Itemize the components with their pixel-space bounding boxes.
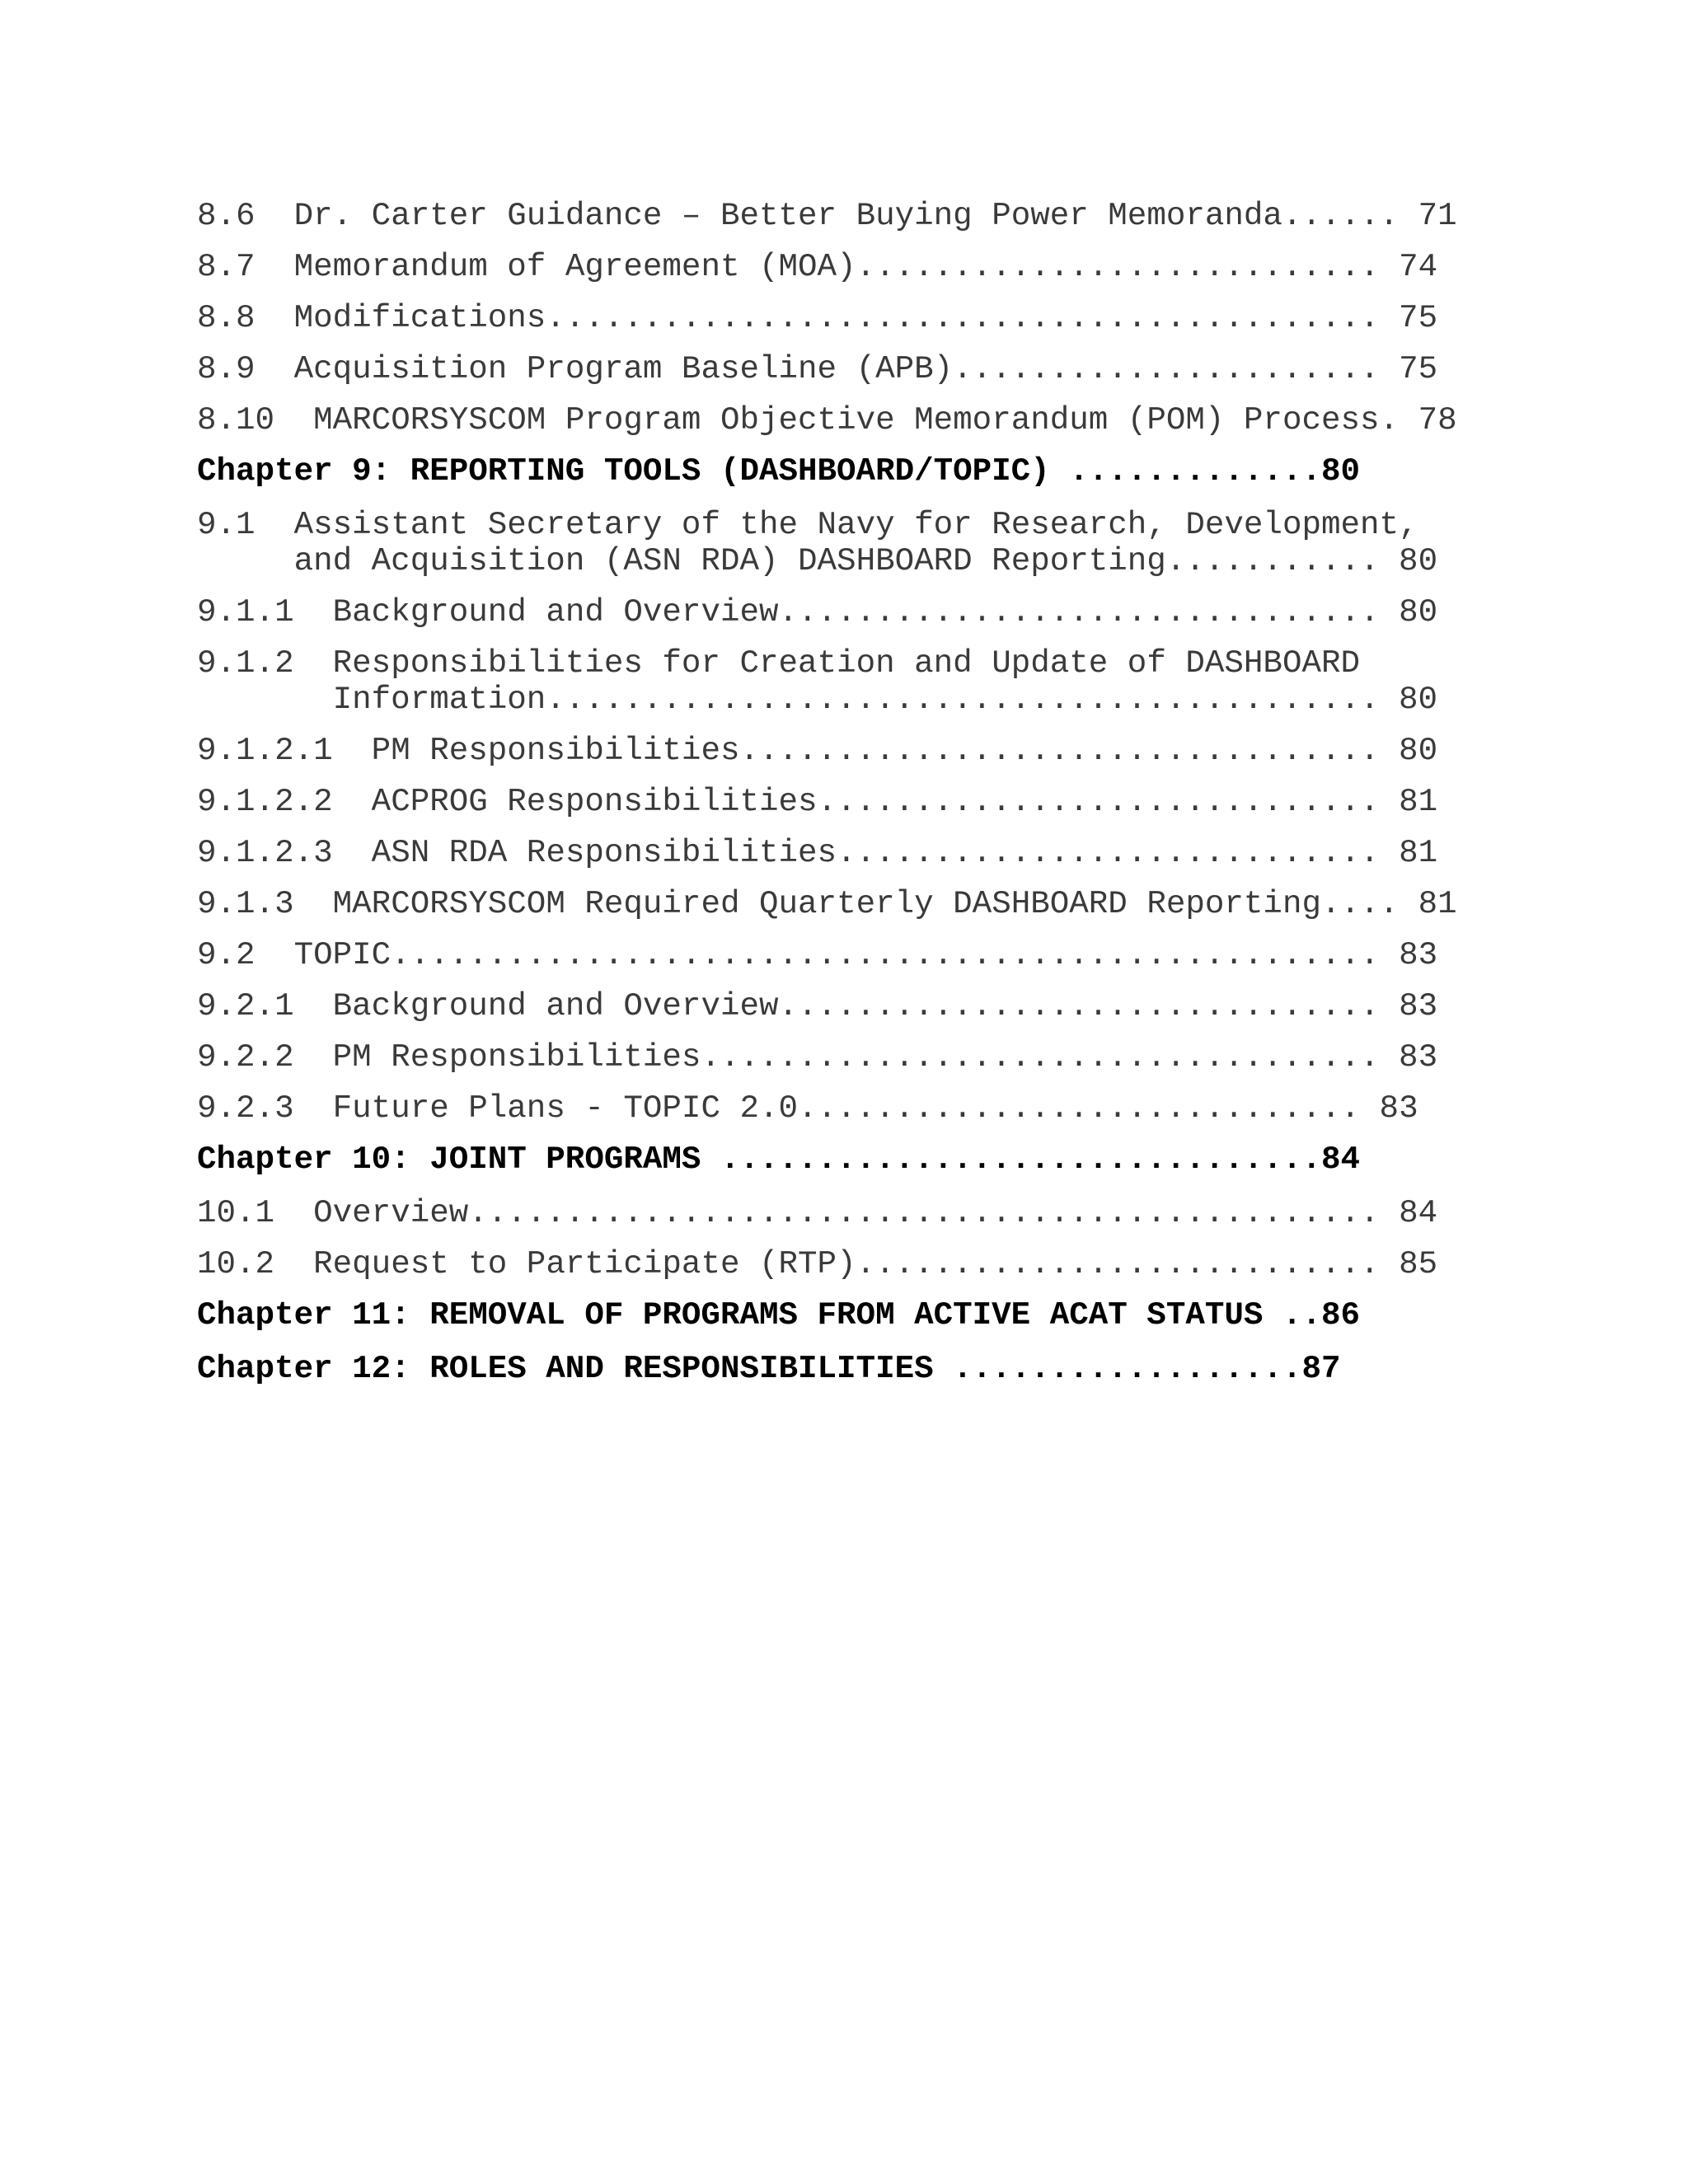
toc-chapter-10[interactable]: [197, 1141, 1468, 1178]
section-title: Modifications: [293, 300, 546, 336]
toc-entry-8-8[interactable]: [197, 300, 1468, 336]
toc-entry-8-6[interactable]: [197, 198, 1468, 234]
section-title: ASN RDA Responsibilities: [371, 835, 837, 871]
page-number: 74: [1399, 249, 1438, 285]
leader-dots: ...............................: [778, 988, 1400, 1024]
section-title-line2: and Acquisition (ASN RDA) DASHBOARD Reporting: [293, 543, 1166, 579]
page-number: 80: [1320, 453, 1361, 490]
leader-dots: ...............................: [778, 594, 1400, 630]
leader-dots: ...........................: [856, 249, 1400, 285]
toc-chapter-12[interactable]: [197, 1351, 1468, 1387]
section-number: 9.1.2: [197, 645, 294, 682]
section-title: MARCORSYSCOM Program Objective Memorandum (POM) Process: [313, 402, 1380, 438]
chapter-title: Chapter 9: REPORTING TOOLS (DASHBOARD/TOPIC): [197, 453, 1070, 490]
page-number: 84: [1320, 1141, 1361, 1178]
toc-entry-9-2-2[interactable]: [197, 1039, 1468, 1076]
section-number: 9.1.2.1: [197, 733, 333, 769]
toc-entry-8-9[interactable]: [197, 351, 1468, 387]
page-number: 84: [1399, 1195, 1438, 1231]
leader-dots: .............................: [817, 784, 1400, 820]
section-title: Background and Overview: [332, 594, 779, 630]
section-title: Acquisition Program Baseline (APB): [293, 351, 954, 387]
toc-entry-9-2-1[interactable]: [197, 988, 1468, 1024]
toc-entry-9-2-3[interactable]: [197, 1090, 1468, 1127]
leader-dots: .............................: [798, 1090, 1380, 1127]
section-number: 9.1.2.3: [197, 835, 333, 871]
section-title: Dr. Carter Guidance – Better Buying Power Memoranda: [293, 198, 1282, 234]
toc-entry-9-1-1[interactable]: [197, 594, 1468, 630]
section-number: 9.1.1: [197, 594, 294, 630]
section-number: 10.1: [197, 1195, 275, 1231]
section-title-line1: Responsibilities for Creation and Update of DASHBOARD: [332, 645, 1361, 682]
leader-dots: ...............................: [720, 1141, 1321, 1178]
leader-dots: ..: [1282, 1297, 1321, 1333]
leader-dots: ...........: [1165, 543, 1400, 579]
page-number: 80: [1399, 682, 1438, 718]
section-title: Future Plans - TOPIC 2.0: [332, 1090, 799, 1127]
page-number: 81: [1399, 784, 1438, 820]
leader-dots: ...........................: [856, 1246, 1400, 1282]
toc-chapter-11[interactable]: [197, 1297, 1468, 1333]
leader-dots: .................................: [739, 733, 1400, 769]
section-number: 9.2.1: [197, 988, 294, 1024]
section-number: 9.1.3: [197, 886, 294, 922]
leader-dots: ...........................................: [546, 682, 1400, 718]
leader-dots: ....: [1320, 886, 1418, 922]
page-number: 80: [1399, 733, 1438, 769]
section-number: 8.7: [197, 249, 256, 285]
page-number: 85: [1399, 1246, 1438, 1282]
toc-entry-10-2[interactable]: [197, 1246, 1468, 1282]
page-number: 80: [1399, 594, 1438, 630]
toc-entry-9-1-2-1[interactable]: [197, 733, 1468, 769]
section-number: 8.6: [197, 198, 256, 234]
page-number: 71: [1418, 198, 1457, 234]
toc-entry-9-2[interactable]: [197, 937, 1468, 973]
page-number: 78: [1418, 402, 1457, 438]
toc-entry-9-1-2-3[interactable]: [197, 835, 1468, 871]
toc-entry-8-10[interactable]: [197, 402, 1468, 438]
toc-entry-9-1[interactable]: [197, 507, 1468, 579]
page-number: 81: [1418, 886, 1457, 922]
table-of-contents: [197, 198, 1468, 1404]
section-number: 9.2.2: [197, 1039, 294, 1076]
page-number: 83: [1399, 988, 1438, 1024]
leader-dots: .............: [1069, 453, 1321, 490]
leader-dots: ..................: [953, 1351, 1302, 1387]
page-number: 81: [1399, 835, 1438, 871]
leader-dots: ...............................................: [468, 1195, 1400, 1231]
toc-entry-8-7[interactable]: [197, 249, 1468, 285]
section-title: TOPIC: [293, 937, 392, 973]
toc-entry-9-1-2[interactable]: [197, 645, 1468, 718]
leader-dots: .: [1379, 402, 1418, 438]
leader-dots: ...................................................: [391, 937, 1400, 973]
section-number: 9.1: [197, 507, 256, 543]
section-number: 9.2: [197, 937, 256, 973]
page-number: 75: [1399, 300, 1438, 336]
page-number: 86: [1320, 1297, 1361, 1333]
section-title: Overview: [313, 1195, 469, 1231]
section-title: PM Responsibilities: [371, 733, 740, 769]
section-number: 9.2.3: [197, 1090, 294, 1127]
leader-dots: ...................................: [701, 1039, 1400, 1076]
section-title: Memorandum of Agreement (MOA): [293, 249, 856, 285]
toc-entry-10-1[interactable]: [197, 1195, 1468, 1231]
section-number: 8.10: [197, 402, 275, 438]
section-number: 9.1.2.2: [197, 784, 333, 820]
chapter-title: Chapter 12: ROLES AND RESPONSIBILITIES: [197, 1351, 954, 1387]
chapter-title: Chapter 10: JOINT PROGRAMS: [197, 1141, 720, 1178]
chapter-title: Chapter 11: REMOVAL OF PROGRAMS FROM ACTIVE ACAT STATUS: [197, 1297, 1282, 1333]
section-title: Background and Overview: [332, 988, 779, 1024]
section-title-line1: Assistant Secretary of the Navy for Research, Development,: [293, 507, 1418, 543]
toc-chapter-9[interactable]: [197, 453, 1468, 490]
section-title: ACPROG Responsibilities: [371, 784, 818, 820]
leader-dots: ............................: [837, 835, 1400, 871]
page-number: 75: [1399, 351, 1438, 387]
page-number: 80: [1399, 543, 1438, 579]
section-number: 10.2: [197, 1246, 275, 1282]
page-number: 83: [1399, 937, 1438, 973]
page-number: 87: [1301, 1351, 1341, 1387]
toc-entry-9-1-3[interactable]: [197, 886, 1468, 922]
section-title: Request to Participate (RTP): [313, 1246, 856, 1282]
leader-dots: ......: [1282, 198, 1418, 234]
page-number: 83: [1399, 1039, 1438, 1076]
toc-entry-9-1-2-2[interactable]: [197, 784, 1468, 820]
section-title-line2: Information: [332, 682, 546, 718]
leader-dots: ......................: [953, 351, 1400, 387]
section-title: PM Responsibilities: [332, 1039, 701, 1076]
section-number: 8.8: [197, 300, 256, 336]
leader-dots: ...........................................: [546, 300, 1400, 336]
section-title: MARCORSYSCOM Required Quarterly DASHBOARD Reporting: [332, 886, 1321, 922]
section-number: 8.9: [197, 351, 256, 387]
page-number: 83: [1379, 1090, 1418, 1127]
